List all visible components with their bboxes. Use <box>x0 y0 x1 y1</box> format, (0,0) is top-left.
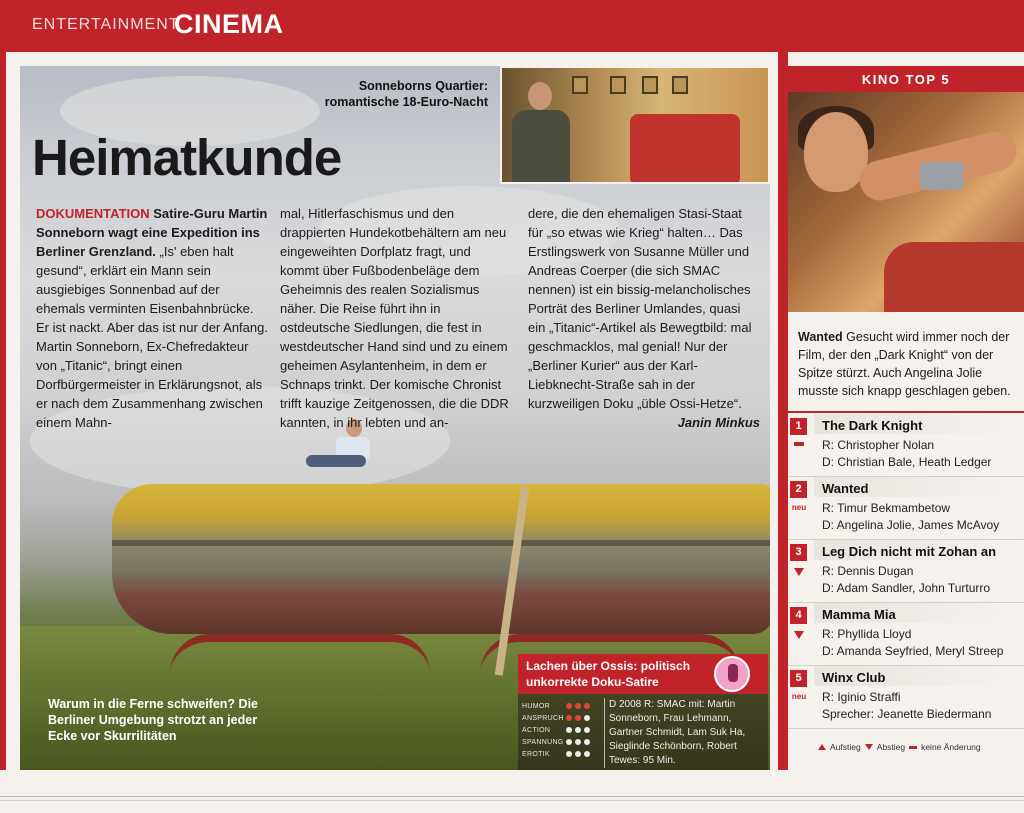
arrow-down-icon <box>794 631 804 639</box>
arrow-down-icon <box>865 744 873 750</box>
wall-frame <box>642 76 658 94</box>
sidebar-photo <box>788 92 1024 312</box>
sidebar-divider <box>788 411 1024 413</box>
movie-title: Winx Club <box>822 670 886 685</box>
inset-person <box>510 82 570 184</box>
rating-dot <box>575 739 581 745</box>
top5-list <box>788 414 1024 729</box>
rating-row <box>522 748 602 760</box>
rating-dot <box>575 727 581 733</box>
movie-cast: D: Christian Bale, Heath Ledger <box>822 455 992 469</box>
sidebar-title-bar <box>788 66 1024 92</box>
rating-criteria <box>522 700 602 760</box>
article-body-part-2: mal, Hitlerfaschismus und den drappierten Hundekotbehältern am neu eingeweihten Dorfplatz fragt, und kommt über Fußbodenbeläge dem Geheimnis des realen Sozialismus näher. Die Reise führt ihn in ostdeutsche Siedlungen, die fest in westdeutscher Hand sind und zu einem geheimen Asylantenheim, in dem er Schnaps trinkt. Der komische Chronist trifft kauzige Zeitgenossen, die die DDR kannten, in ihr lebten und an- <box>280 206 509 430</box>
rating-dot <box>566 715 572 721</box>
rating-box <box>518 654 768 770</box>
camera-icon <box>920 162 964 190</box>
inset-photo <box>500 66 770 184</box>
section-header <box>0 0 1024 52</box>
article-kicker: DOKUMENTATION <box>36 206 150 221</box>
arrow-down-icon <box>794 568 804 576</box>
movie-cast: D: Amanda Seyfried, Meryl Streep <box>822 644 1004 658</box>
article-column-3 <box>528 204 760 432</box>
movie-cast: D: Angelina Jolie, James McAvoy <box>822 518 1000 532</box>
rating-dot <box>575 703 581 709</box>
rating-dot <box>584 727 590 733</box>
rating-dot <box>566 703 572 709</box>
category-label: CINEMA <box>174 9 284 39</box>
rating-label: EROTIK <box>522 750 550 758</box>
rating-dot <box>584 715 590 721</box>
legend-steady: keine Änderung <box>921 742 981 752</box>
movie-director: R: Phyllida Lloyd <box>822 627 912 641</box>
rating-label: ACTION <box>522 726 551 734</box>
sidebar-blurb <box>798 328 1020 400</box>
photo-caption-top: Sonneborns Quartier: romantische 18-Euro-Nacht <box>324 79 488 109</box>
rating-label: SPANNUNG <box>522 738 564 746</box>
article-body-part-3: dere, die den ehemaligen Stasi-Staat für „so etwas wie Krieg“ halten… Das Erstlingswerk von Susanne Müller und Andreas Coerper (die sich SMAC nennen) ist ein bissig-melancholisches Porträt des Berliner Umlandes, quasi ein „Titanic“-Artikel als Bewegtbild: mal geschmacklos, mal genial! Nur der „Berliner Kurier“ aus der Karl-Liebknecht-Straße sah in der kurzweiligen Doku „üble Ossi-Hetze“. <box>528 206 752 411</box>
kino-top5-sidebar <box>788 66 1024 770</box>
movie-director: R: Timur Bekmambetow <box>822 501 951 515</box>
movie-title: Mamma Mia <box>822 607 896 622</box>
article-headline: Heimatkunde <box>32 129 342 186</box>
dash-icon <box>909 746 917 749</box>
rating-label: ANSPRUCH <box>522 714 564 722</box>
section-label: ENTERTAINMENT <box>32 16 180 33</box>
wall-frame <box>672 76 688 94</box>
sidebar-blurb-text: Gesucht wird immer noch der Film, der den „Dark Knight“ von der Spitze stürzt. Auch Angelina Jolie musste sich knapp geschlagen geben. <box>798 330 1011 398</box>
wall-frame <box>572 76 588 94</box>
rank-badge: 1 <box>790 418 807 435</box>
chart-legend <box>818 742 1024 752</box>
woman-face <box>804 112 868 192</box>
rating-dot <box>575 751 581 757</box>
new-badge: neu <box>791 692 807 701</box>
movie-director: R: Christopher Nolan <box>822 438 935 452</box>
red-car <box>884 242 1024 312</box>
left-accent-strip <box>0 52 6 770</box>
rusty-tank-wagon <box>112 484 770 634</box>
rank-badge: 4 <box>790 607 807 624</box>
rating-dot <box>566 751 572 757</box>
sidebar-blurb-title: Wanted <box>798 330 843 344</box>
chart-item <box>788 603 1024 666</box>
new-badge: neu <box>791 503 807 512</box>
wall-frame <box>610 76 626 94</box>
photo-caption-bottom: Warum in die Ferne schweifen? Die Berliner Umgebung strotzt an jeder Ecke vor Skurrilitäten <box>48 697 258 743</box>
rating-dot <box>566 739 572 745</box>
chart-item <box>788 666 1024 729</box>
footer-rule <box>0 800 1024 801</box>
article-author: Janin Minkus <box>677 415 760 430</box>
rating-row <box>522 736 602 748</box>
chart-item <box>788 540 1024 603</box>
dash-icon <box>794 442 804 446</box>
legend-down: Abstieg <box>876 742 906 752</box>
tank-band <box>112 540 770 546</box>
rating-dot <box>575 715 581 721</box>
inset-person-body <box>512 110 570 184</box>
article-column-2 <box>280 204 512 432</box>
movie-cast: D: Adam Sandler, John Turturro <box>822 581 991 595</box>
article-column-1 <box>36 204 268 432</box>
movie-director: R: Iginio Straffi <box>822 690 901 704</box>
movie-director: R: Dennis Dugan <box>822 564 914 578</box>
rating-row <box>522 712 602 724</box>
rank-badge: 2 <box>790 481 807 498</box>
footer-rule <box>0 796 1024 797</box>
article-lede: Satire-Guru Martin Sonneborn wagt eine Expedition ins Berliner Grenzland. <box>36 206 268 259</box>
sidebar-title: KINO TOP 5 <box>861 72 951 87</box>
article-body-part-1: „Is' eben halt gesund“, erklärt ein Mann sein ausgiebiges Sonnenbad auf der ehemals verminten Eisenbahnbrücke. Er ist nackt. Aber das ist nur der Anfang. Martin Sonneborn, Ex-Chefredakteur von „Titanic“, bringt einen Dorfbürgermeister in Erklärungsnot, als er nach dem Zusammenhang zwischen einem Mahn- <box>36 244 268 430</box>
rating-dot <box>566 727 572 733</box>
arrow-up-icon <box>818 744 826 750</box>
movie-title: Leg Dich nicht mit Zohan an <box>822 544 997 559</box>
sidebar-accent-strip <box>778 52 788 770</box>
rating-row <box>522 700 602 712</box>
rank-badge: 5 <box>790 670 807 687</box>
rank-badge: 3 <box>790 544 807 561</box>
film-credits: D 2008 R: SMAC mit: Martin Sonneborn, Frau Lehmann, Gartner Schmidt, Lam Suk Ha, Sieglinde Schönborn, Robert Tewes: 95 Min. <box>604 698 766 768</box>
tank-wheel <box>170 634 430 674</box>
rating-label: HUMOR <box>522 702 550 710</box>
rating-verdict: Lachen über Ossis: politisch unkorrekte Doku-Satire <box>526 659 691 689</box>
movie-title: The Dark Knight <box>822 418 923 433</box>
thumbs-up-icon <box>714 656 750 692</box>
man-legs <box>306 455 366 467</box>
legend-up: Aufstieg <box>830 742 861 752</box>
rating-row <box>522 724 602 736</box>
movie-title: Wanted <box>822 481 869 496</box>
movie-cast: Sprecher: Jeanette Biedermann <box>822 707 992 721</box>
rating-dot <box>584 703 590 709</box>
rating-dot <box>584 739 590 745</box>
red-pillow <box>630 114 740 184</box>
inset-person-head <box>528 82 552 110</box>
rating-verdict-bar <box>518 654 768 694</box>
chart-item <box>788 414 1024 477</box>
chart-item <box>788 477 1024 540</box>
rating-dot <box>584 751 590 757</box>
